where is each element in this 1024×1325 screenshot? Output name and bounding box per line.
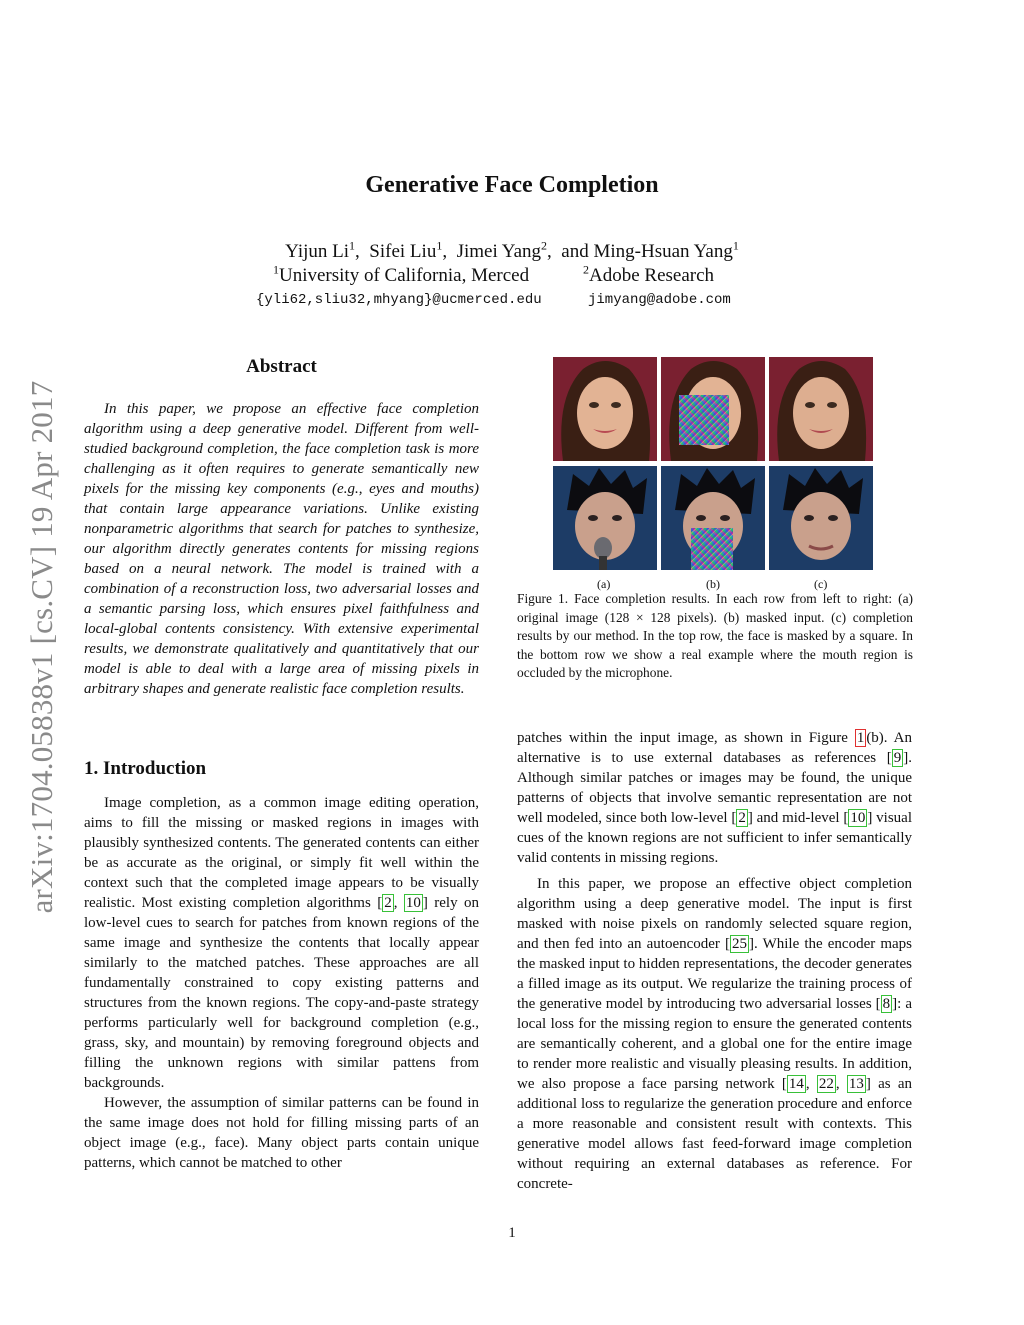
face-image-completed-top bbox=[769, 357, 873, 461]
paragraph: patches within the input image, as shown in Figure 1 (b). An alternative is to use external databases as references [ 9 ]. Although similar patches or images may be found, the unique patterns of objects that involve semantic representation are not well modeled, since both low-level [ 2 ] and mid-level [ 10 ] visual cues of the known regions are not sufficient to infer semantically valid contents in missing regions. bbox=[517, 730, 912, 866]
section-heading-introduction: 1. Introduction bbox=[84, 758, 207, 779]
intro-left-column bbox=[84, 793, 479, 1173]
arxiv-id: arXiv:1704.05838v1 [cs.CV] 19 Apr 2017 bbox=[24, 380, 59, 914]
affiliation-1: $^1$University of California, Merced bbox=[273, 262, 530, 286]
citation-link[interactable]: 10 bbox=[405, 895, 421, 911]
affiliation-2: $^2$Adobe Research bbox=[583, 262, 715, 286]
face-image-original-top bbox=[553, 357, 657, 461]
figure-ref-link[interactable]: 1 bbox=[856, 730, 865, 746]
arxiv-stamp bbox=[16, 352, 68, 942]
face-image-original-bottom bbox=[553, 466, 657, 570]
abstract-heading: Abstract bbox=[246, 356, 317, 377]
noise-mask bbox=[691, 528, 733, 570]
author: Jimei Yang bbox=[456, 241, 542, 262]
paragraph: In this paper, we propose an effective object completion algorithm using a deep generative model. The input is first masked with noise pixels on randomly selected square region, and then fed into an autoencoder [ 25 ]. While the encoder maps the masked input to hidden representations, the decoder generates a filled image as its output. We regularize the training process of the generative model by introducing two adversarial losses [ 8 ]: a local loss for the missing region to ensure the generated contents are semantically coherent, and a global one for the entire image to render more realistic and visually pleasing results. In addition, we also propose a face parsing network [ 14 , 22 , 13 ] as an additional loss to regularize the generation procedure and enforce a more reasonable and consistent result with contexts. This generative model allows fast feed-forward image completion without requiring an external databases as reference. For concrete- bbox=[517, 876, 913, 1192]
paragraph: However, the assumption of similar patterns can be found in the same image does not hold for filling missing parts of an object image (e.g., face). Many object parts contain unique patterns, which cannot be matched to other bbox=[84, 1095, 479, 1171]
face-image-completed-bottom bbox=[769, 466, 873, 570]
email-adobe: jimyang@adobe.com bbox=[588, 292, 731, 308]
figure-caption: Figure 1. Face completion results. In each row from left to right: (a) original image (128 × 128 pixels). (b) masked input. (c) completion results by our method. In the top row, the face is masked by a square. In the bottom row we show a real example where the mouth region is occluded by the microphone. bbox=[517, 591, 913, 680]
page-number: 1 bbox=[508, 1225, 516, 1241]
citation-link[interactable]: 2 bbox=[738, 810, 746, 826]
paragraph: Image completion, as a common image editing operation, aims to fill the missing or masked regions in images with plausibly synthesized contents. The generated contents can either be as accurate as the original, or simply fit well within the context such that the completed image appears to be visually realistic. Most existing completion algorithms [ 2 , 10 ] rely on low-level cues to search for patches from known regions of the same image and synthesize the contents that locally appear similarly to the matched patches. These approaches are all fundamentally constrained to copy existing patterns and structures from the known regions. The copy-and-paste strategy performs particularly well for background completion (e.g., grass, sky, and mountain) by removing foreground objects and filling the unknown regions with similar pattens from backgrounds. bbox=[84, 795, 479, 1091]
citation-link[interactable]: 2 bbox=[384, 895, 392, 911]
sublabel-a: (a) bbox=[597, 577, 611, 591]
abstract-text: In this paper, we propose an effective face completion algorithm using a deep generative model. Different from well-studied background completion, the face completion task is more challenging as it often requires to generate semantically new pixels for the missing key components (e.g., eyes and mouths) that contain large appearance variations. Unlike existing nonparametric algorithms that search for patches to synthesize, our algorithm directly generates contents for missing regions based on a neural network. The model is trained with a combination of a reconstruction loss, two adversarial losses and a semantic parsing loss, which ensures pixel faithfulness and local-global contents consistency. With extensive experimental results, we demonstrate qualitatively and quantitatively that our model is able to deal with a large area of missing pixels in arbitrary shapes and generate realistic face completion results. bbox=[84, 401, 479, 697]
citation-link[interactable]: 9 bbox=[893, 750, 902, 766]
citation-link[interactable]: 14 bbox=[788, 1076, 804, 1092]
face-image-masked-bottom bbox=[661, 466, 765, 570]
face-image-masked-top bbox=[661, 357, 765, 461]
citation-link[interactable]: 13 bbox=[848, 1076, 864, 1092]
author: and Ming-Hsuan Yang bbox=[561, 241, 733, 262]
citation-link[interactable]: 10 bbox=[850, 810, 866, 826]
author: Sifei Liu bbox=[369, 241, 437, 262]
citation-link[interactable]: 25 bbox=[732, 936, 748, 952]
noise-mask bbox=[679, 395, 729, 445]
email-ucmerced: {yli62,sliu32,mhyang}@ucmerced.edu bbox=[256, 292, 542, 308]
intro-right-column bbox=[517, 728, 912, 1194]
author-line: Yijun Li$^1$, Sifei Liu$^1$, Jimei Yang$^2$, and Ming-Hsuan Yang$^1$ bbox=[285, 238, 739, 262]
abstract-body bbox=[84, 399, 479, 699]
citation-link[interactable]: 8 bbox=[882, 996, 891, 1012]
author: Yijun Li bbox=[285, 241, 350, 262]
citation-link[interactable]: 22 bbox=[818, 1076, 834, 1092]
figure-1 bbox=[553, 357, 874, 570]
sublabel-b: (b) bbox=[706, 577, 720, 591]
paper-title: Generative Face Completion bbox=[365, 172, 659, 198]
sublabel-c: (c) bbox=[814, 577, 828, 591]
